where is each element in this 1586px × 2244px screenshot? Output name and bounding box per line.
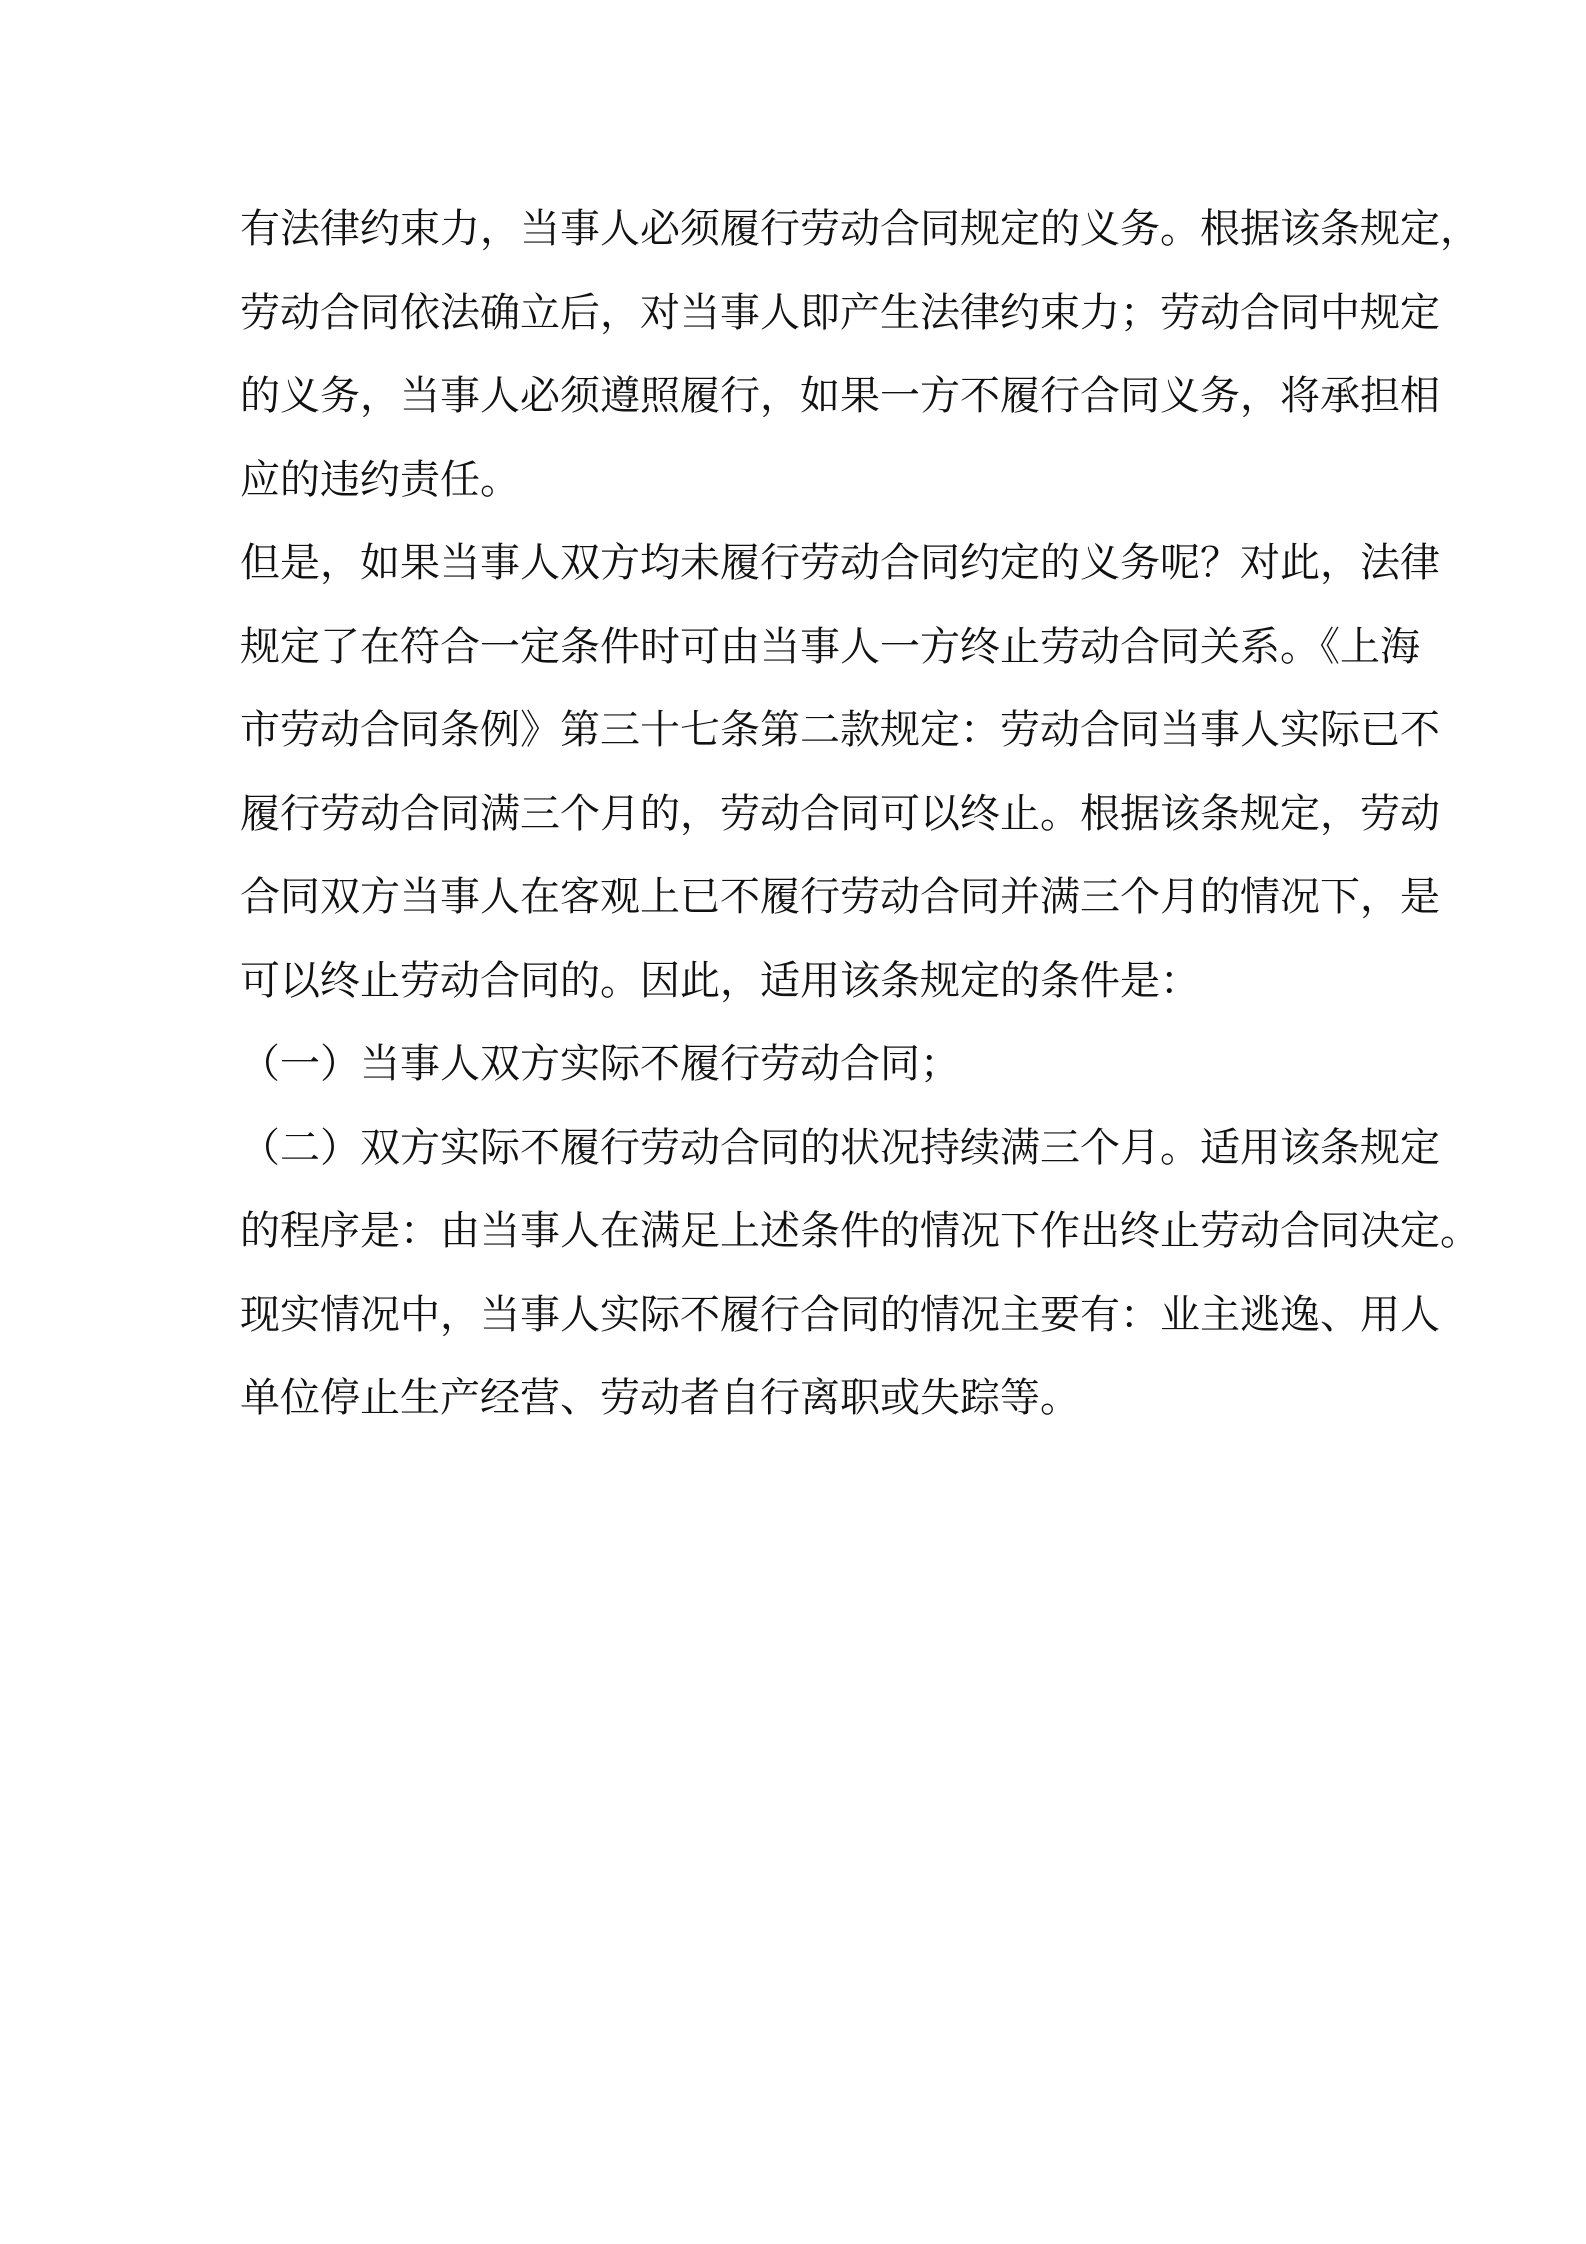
text-line: 市劳动合同条例》第三十七条第二款规定：劳动合同当事人实际已不	[240, 707, 1440, 753]
text-line: 单位停止生产经营、劳动者自行离职或失踪等。	[240, 1375, 1080, 1421]
text-line: 的程序是：由当事人在满足上述条件的情况下作出终止劳动合同决定。	[240, 1208, 1480, 1254]
text-line: 有法律约束力，当事人必须履行劳动合同规定的义务。根据该条规定，	[240, 206, 1480, 252]
text-line: 履行劳动合同满三个月的，劳动合同可以终止。根据该条规定，劳动	[240, 790, 1440, 837]
text-line: 合同双方当事人在客观上已不履行劳动合同并满三个月的情况下，是	[240, 874, 1440, 920]
text-line: 劳动合同依法确立后，对当事人即产生法律约束力；劳动合同中规定	[240, 289, 1440, 336]
list-item: （二）双方实际不履行劳动合同的状况持续满三个月。适用该条规定	[240, 1124, 1440, 1171]
text-line: 应的违约责任。	[240, 456, 520, 503]
text-line: 的义务，当事人必须遵照履行，如果一方不履行合同义务，将承担相	[240, 373, 1440, 419]
document-body	[240, 188, 1480, 1441]
text-line: 可以终止劳动合同的。因此，适用该条规定的条件是：	[240, 957, 1200, 1004]
text-line: 规定了在符合一定条件时可由当事人一方终止劳动合同关系。《上海	[240, 623, 1420, 670]
list-item: （一）当事人双方实际不履行劳动合同；	[240, 1041, 960, 1087]
text-line: 现实情况中，当事人实际不履行合同的情况主要有：业主逃逸、用人	[240, 1291, 1440, 1338]
text-line: 但是，如果当事人双方均未履行劳动合同约定的义务呢？对此，法律	[240, 540, 1440, 586]
